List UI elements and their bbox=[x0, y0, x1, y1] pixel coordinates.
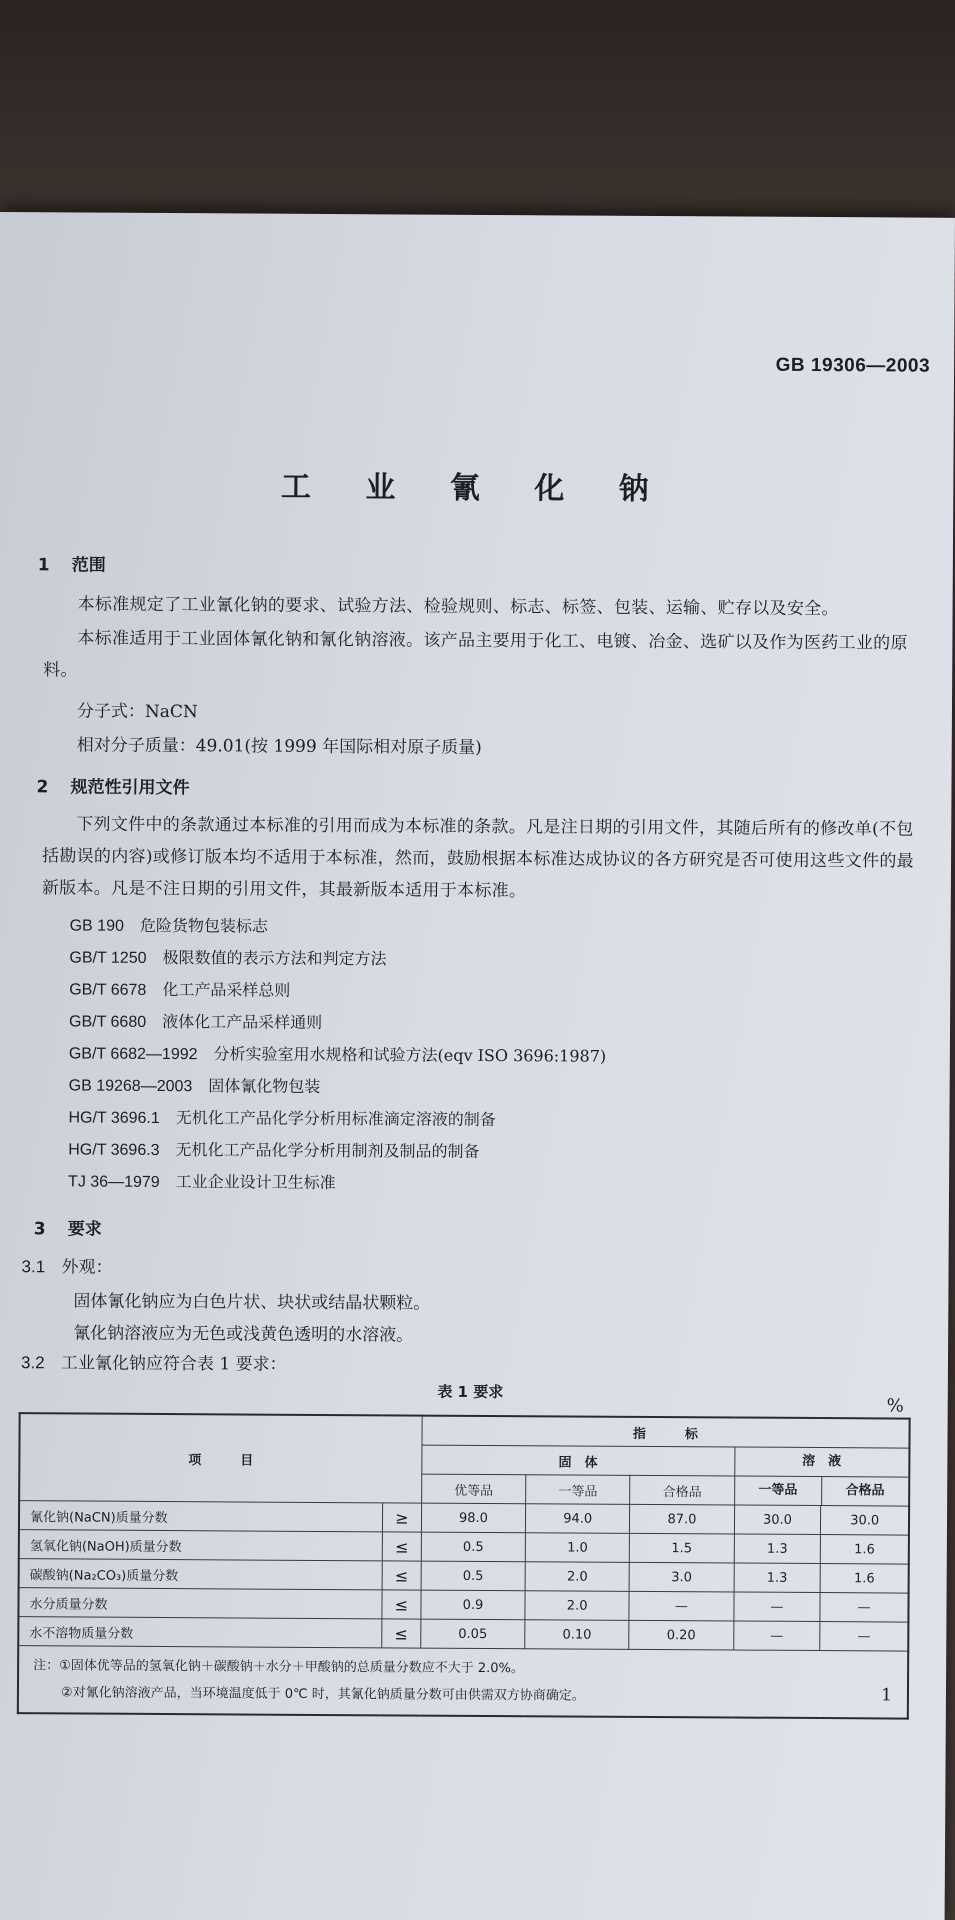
section-title: 要求 bbox=[67, 1219, 102, 1240]
section-3-heading bbox=[34, 1214, 102, 1239]
document-page bbox=[0, 212, 955, 1920]
row-item: 氰化钠(NaCN)质量分数 bbox=[19, 1501, 382, 1532]
reference-item bbox=[68, 1104, 495, 1130]
section-number: 2 bbox=[36, 777, 49, 798]
table-cell: — bbox=[733, 1592, 820, 1622]
reference-code: GB 190 bbox=[69, 917, 124, 935]
table-cell: 0.20 bbox=[629, 1620, 733, 1650]
reference-name: 固体氰化物包装 bbox=[208, 1076, 321, 1096]
grade-label: 一等品 bbox=[735, 1477, 822, 1506]
document-title: 工 业 氰 化 钠 bbox=[280, 469, 671, 508]
section-1-paragraph-2: 本标准适用于工业固体氰化钠和氰化钠溶液。该产品主要用于化工、电镀、冶金、选矿以及作为医药工业的原料。 bbox=[43, 628, 908, 681]
table-cell: — bbox=[820, 1593, 908, 1623]
grade-label: 优等品 bbox=[421, 1474, 525, 1504]
table-cell: 0.5 bbox=[421, 1532, 525, 1562]
reference-code: GB/T 6682—1992 bbox=[68, 1045, 198, 1064]
subsection-3-2-heading bbox=[21, 1348, 287, 1375]
reference-item bbox=[69, 944, 386, 969]
header-solid: 固 体 bbox=[422, 1445, 735, 1476]
header-item: 项 目 bbox=[19, 1413, 422, 1503]
table-note: ②对氰化钠溶液产品，当环境温度低于 0℃ 时，其氰化钠质量分数可由供需双方协商确定。 bbox=[60, 1685, 585, 1704]
subsection-title: 工业氰化钠应符合表 1 要求： bbox=[60, 1353, 287, 1375]
row-symbol: ≤ bbox=[382, 1561, 421, 1590]
subsection-number: 3.1 bbox=[21, 1257, 46, 1277]
section-number: 3 bbox=[33, 1219, 46, 1240]
table-cell: 0.5 bbox=[421, 1561, 525, 1591]
table-cell: 0.9 bbox=[421, 1590, 525, 1620]
document-code: GB 19306—2003 bbox=[775, 354, 931, 377]
reference-name: 化工产品采样总则 bbox=[162, 980, 291, 1000]
table-cell: 1.0 bbox=[525, 1533, 629, 1563]
requirements-table bbox=[17, 1412, 911, 1719]
reference-name: 液体化工产品采样通则 bbox=[162, 1012, 323, 1032]
reference-name: 危险货物包装标志 bbox=[139, 915, 268, 936]
reference-item bbox=[68, 1136, 479, 1162]
header-solution bbox=[734, 1447, 909, 1506]
row-item: 碳酸钠(Na₂CO₃)质量分数 bbox=[19, 1559, 382, 1590]
table-cell: 1.3 bbox=[734, 1534, 821, 1564]
reference-name: 无机化工产品化学分析用制剂及制品的制备 bbox=[175, 1140, 480, 1161]
table-cell: 94.0 bbox=[526, 1504, 630, 1534]
row-symbol: ≤ bbox=[382, 1590, 421, 1619]
reference-code: HG/T 3696.3 bbox=[68, 1141, 160, 1159]
row-item: 氢氧化钠(NaOH)质量分数 bbox=[19, 1530, 382, 1561]
reference-item bbox=[69, 1072, 321, 1097]
section-1-paragraph-1: 本标准规定了工业氰化钠的要求、试验方法、检验规则、标志、标签、包装、运输、贮存以及安全。 bbox=[77, 594, 839, 620]
table-caption: 表 1 要求 bbox=[437, 1382, 504, 1402]
molecular-formula: 分子式：NaCN bbox=[76, 701, 198, 723]
table-cell: 1.3 bbox=[734, 1563, 821, 1593]
table-cell: 0.10 bbox=[525, 1620, 629, 1650]
subsection-3-1-heading bbox=[21, 1252, 112, 1278]
row-item: 水不溶物质量分数 bbox=[18, 1617, 381, 1648]
reference-item bbox=[68, 1168, 336, 1193]
molecular-mass: 相对分子质量：49.01(按 1999 年国际相对原子质量) bbox=[76, 735, 482, 758]
reference-name: 分析实验室用水规格和试验方法(eqv ISO 3696:1987) bbox=[213, 1044, 607, 1066]
section-number: 1 bbox=[37, 555, 50, 576]
table-cell: 1.6 bbox=[821, 1535, 909, 1565]
reference-name: 极限数值的表示方法和判定方法 bbox=[162, 948, 387, 969]
section-title: 范围 bbox=[71, 555, 106, 576]
section-2-paragraph: 下列文件中的条款通过本标准的引用而成为本标准的条款。凡是注日期的引用文件，其随后所有的修改单(不包括勘误的内容)或修订版本均不适用于本标准，然而，鼓励根据本标准达成协议的各方研究是否可使用这些文件的最新版本。凡是不注日期的引用文件，其最新版本适用于本标准。 bbox=[41, 814, 915, 902]
table-unit: % bbox=[886, 1395, 904, 1417]
header-solution-label: 溶 液 bbox=[735, 1448, 909, 1478]
reference-item bbox=[69, 1040, 606, 1066]
table-cell: 30.0 bbox=[821, 1506, 909, 1536]
row-item: 水分质量分数 bbox=[18, 1588, 381, 1619]
table-notes bbox=[18, 1646, 908, 1719]
reference-code: TJ 36—1979 bbox=[68, 1173, 160, 1191]
page-number: 1 bbox=[881, 1685, 893, 1706]
table-cell: 3.0 bbox=[629, 1562, 733, 1592]
subsection-title: 外观： bbox=[61, 1257, 113, 1278]
table-cell: 0.05 bbox=[421, 1619, 525, 1649]
reference-item bbox=[69, 1008, 322, 1033]
subsection-number: 3.2 bbox=[20, 1353, 45, 1373]
table-cell: 1.6 bbox=[820, 1564, 908, 1594]
reference-item bbox=[69, 976, 290, 1000]
table-note: 注：①固体优等品的氢氧化钠＋碳酸钠＋水分＋甲酸钠的总质量分数应不大于 2.0%。 bbox=[33, 1658, 524, 1677]
table-cell: 98.0 bbox=[421, 1503, 525, 1533]
table-header-row bbox=[19, 1413, 909, 1448]
row-symbol: ≤ bbox=[382, 1619, 421, 1648]
section-title: 规范性引用文件 bbox=[70, 777, 190, 799]
table-cell: 2.0 bbox=[525, 1591, 629, 1621]
reference-code: GB/T 6678 bbox=[69, 981, 147, 999]
table-cell: 30.0 bbox=[734, 1505, 821, 1535]
reference-code: GB 19268—2003 bbox=[68, 1077, 193, 1096]
appearance-solution: 氰化钠溶液应为无色或浅黄色透明的水溶液。 bbox=[73, 1323, 414, 1346]
reference-code: GB/T 1250 bbox=[69, 949, 147, 967]
reference-name: 无机化工产品化学分析用标准滴定溶液的制备 bbox=[175, 1108, 496, 1130]
section-2-heading bbox=[36, 772, 189, 798]
table-cell: 1.5 bbox=[630, 1533, 734, 1563]
table-cell: 2.0 bbox=[525, 1562, 629, 1592]
reference-code: HG/T 3696.1 bbox=[68, 1109, 160, 1127]
header-indicator: 指 标 bbox=[422, 1416, 910, 1448]
reference-item bbox=[70, 912, 268, 936]
grade-label: 合格品 bbox=[630, 1475, 734, 1505]
table-cell: 87.0 bbox=[630, 1504, 734, 1534]
table-note-row bbox=[18, 1646, 908, 1719]
section-1-heading bbox=[38, 550, 106, 575]
row-symbol: ≥ bbox=[382, 1503, 421, 1532]
grade-label: 合格品 bbox=[845, 1483, 885, 1499]
appearance-solid: 固体氰化钠应为白色片状、块状或结晶状颗粒。 bbox=[73, 1291, 431, 1314]
table-cell: — bbox=[820, 1622, 908, 1652]
table-cell: — bbox=[629, 1591, 733, 1621]
header-solution-grades bbox=[735, 1477, 909, 1506]
row-symbol: ≤ bbox=[382, 1532, 421, 1561]
reference-code: GB/T 6680 bbox=[69, 1013, 147, 1031]
reference-name: 工业企业设计卫生标准 bbox=[175, 1172, 336, 1193]
table-cell: — bbox=[733, 1621, 820, 1651]
grade-label: 一等品 bbox=[526, 1475, 630, 1505]
